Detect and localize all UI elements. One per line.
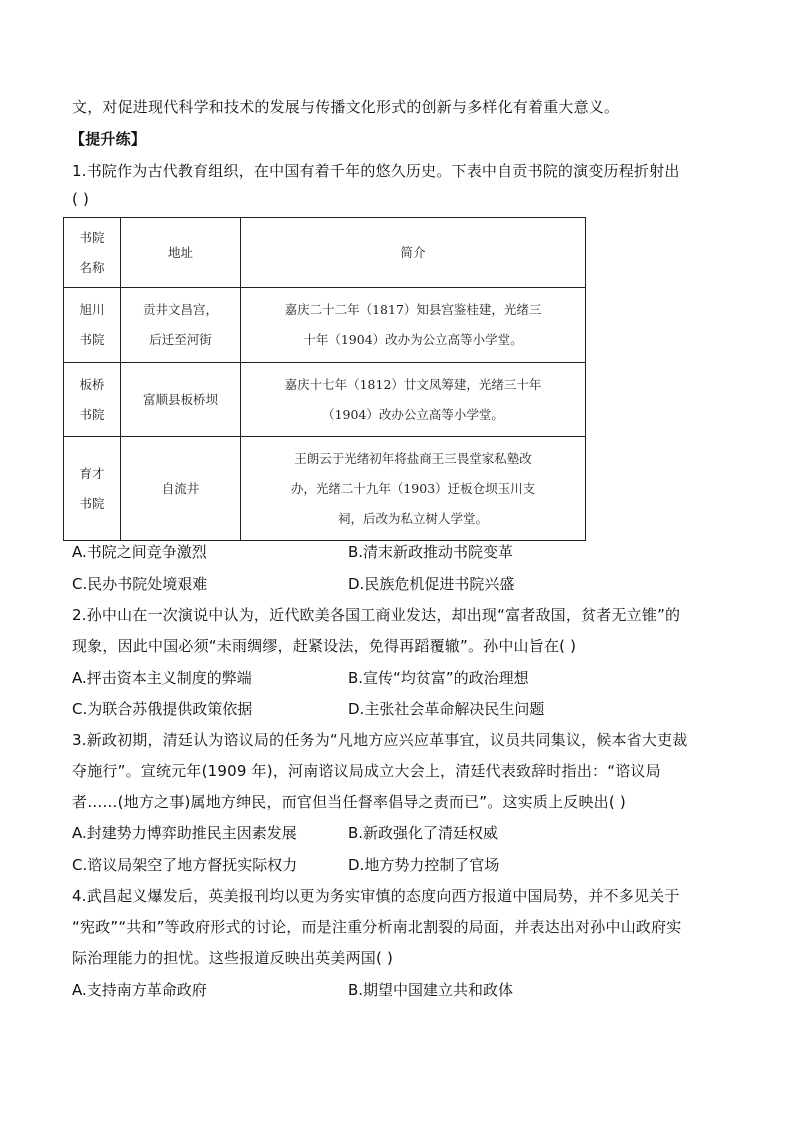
q1-option-d[interactable]: D.民族危机促进书院兴盛 <box>348 575 515 593</box>
row-intro: 嘉庆十七年（1812）廿文凤筹建，光绪三十年 （1904）改办公立高等小学堂。 <box>241 363 586 437</box>
row-address: 自流井 <box>121 437 241 541</box>
table-row <box>64 437 586 541</box>
table-header-row <box>64 218 586 288</box>
table-row <box>64 363 586 437</box>
q3-option-d[interactable]: D.地方势力控制了官场 <box>348 856 500 874</box>
q1-option-a[interactable]: A.书院之间竞争激烈 <box>72 543 207 561</box>
q3-option-b[interactable]: B.新政强化了清廷权威 <box>348 824 499 842</box>
q4-stem-line2: “宪政”“共和”等政府形式的讨论，而是注重分析南北割裂的局面，并表达出对孙中山政府实 <box>72 918 682 936</box>
q4-stem-line1: 4.武昌起义爆发后，英美报刊均以更为务实审慎的态度向西方报道中国局势，并不多见关于 <box>72 887 680 905</box>
q1-option-b[interactable]: B.清末新政推动书院变革 <box>348 543 514 561</box>
q2-option-b[interactable]: B.宣传“均贫富”的政治理想 <box>348 669 529 687</box>
row-name: 板桥 书院 <box>64 363 121 437</box>
q3-stem-line3: 者……(地方之事)属地方绅民，而官但当任督率倡导之责而已”。这实质上反映出( ) <box>72 793 626 811</box>
q2-option-c[interactable]: C.为联合苏俄提供政策依据 <box>72 700 253 718</box>
q3-stem-line1: 3.新政初期，清廷认为谘议局的任务为“凡地方应兴应革事宜，议员共同集议，候本省大吏裁 <box>72 731 688 749</box>
q3-stem-line2: 夺施行”。宣统元年(1909 年)，河南谘议局成立大会上，清廷代表致辞时指出：“谘议局 <box>72 762 661 780</box>
table-row <box>64 288 586 363</box>
q1-stem-line2: ( ) <box>72 190 90 208</box>
intro-text: 文，对促进现代科学和技术的发展与传播文化形式的创新与多样化有着重大意义。 <box>72 98 620 116</box>
header-intro: 简介 <box>241 218 586 288</box>
q4-option-a[interactable]: A.支持南方革命政府 <box>72 981 207 999</box>
row-address: 贡井文昌宫， 后迁至河街 <box>121 288 241 363</box>
q1-option-c[interactable]: C.民办书院处境艰难 <box>72 575 208 593</box>
q2-option-d[interactable]: D.主张社会革命解决民生问题 <box>348 700 545 718</box>
q2-stem-line1: 2.孙中山在一次演说中认为，近代欧美各国工商业发达，却出现“富者敌国，贫者无立锥”的 <box>72 606 681 624</box>
header-address: 地址 <box>121 218 241 288</box>
section-title: 【提升练】 <box>70 130 147 148</box>
header-name: 书院 名称 <box>64 218 121 288</box>
row-name: 育才 书院 <box>64 437 121 541</box>
q4-option-b[interactable]: B.期望中国建立共和政体 <box>348 981 514 999</box>
q3-option-a[interactable]: A.封建势力博弈助推民主因素发展 <box>72 824 297 842</box>
q4-stem-line3: 际治理能力的担忧。这些报道反映出英美两国( ) <box>72 949 394 967</box>
row-address: 富顺县板桥坝 <box>121 363 241 437</box>
q1-stem-line1: 1.书院作为古代教育组织，在中国有着千年的悠久历史。下表中自贡书院的演变历程折射出 <box>72 162 680 180</box>
academy-table <box>63 217 586 541</box>
row-intro: 王朗云于光绪初年将盐商王三畏堂家私塾改 办，光绪二十九年（1903）迁板仓坝玉川支 祠，后改为私立树人学堂。 <box>241 437 586 541</box>
q2-option-a[interactable]: A.抨击资本主义制度的弊端 <box>72 669 252 687</box>
row-name: 旭川 书院 <box>64 288 121 363</box>
q3-option-c[interactable]: C.谘议局架空了地方督抚实际权力 <box>72 856 298 874</box>
q2-stem-line2: 现象，因此中国必须“未雨绸缪，赶紧设法，免得再蹈覆辙”。孙中山旨在( ) <box>72 637 577 655</box>
row-intro: 嘉庆二十二年（1817）知县宫鉴桂建，光绪三 十年（1904）改办为公立高等小学堂。 <box>241 288 586 363</box>
